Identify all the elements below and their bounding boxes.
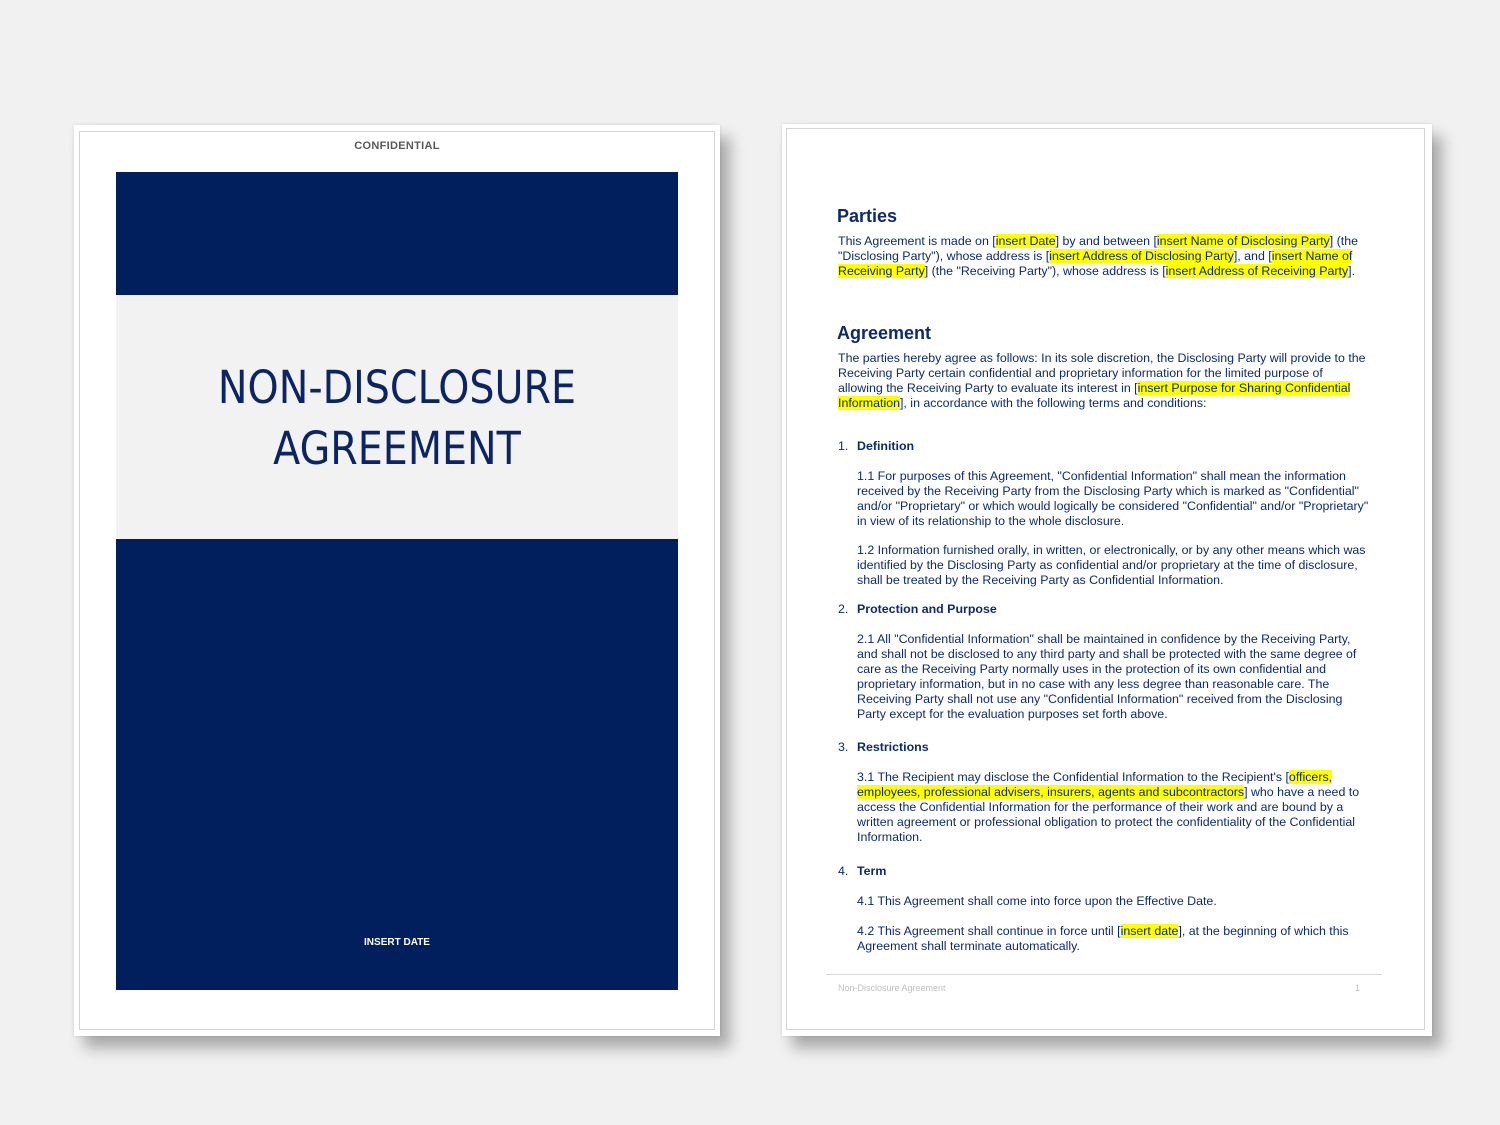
confidential-header: CONFIDENTIAL bbox=[354, 140, 440, 152]
cover-top-band bbox=[116, 172, 678, 295]
footer-divider bbox=[826, 974, 1382, 975]
placeholder-receiving-name: insert Name of Receiving Party bbox=[838, 249, 1353, 278]
cover-title bbox=[150, 357, 645, 479]
cover-date: INSERT DATE bbox=[364, 937, 430, 948]
section-2-number: 2. bbox=[838, 602, 849, 616]
cover-page bbox=[74, 125, 720, 1036]
clause-3-1 bbox=[857, 770, 1369, 845]
clause-2-1: 2.1 All "Confidential Information" shall be maintained in confidence by the Receiving Party, and shall not be disclosed to any third party and shall be protected with the same degree of care as the Receiving Party normally uses in the protection of its own confidential and proprietary information, but in no case with any less degree than reasonable care. The Receiving Party shall not use any "Confidential Information" received from the Disclosing Party except for the evaluation purposes set forth above. bbox=[857, 632, 1357, 721]
footer-document-name: Non-Disclosure Agreement bbox=[838, 983, 946, 993]
clause-4-2-text-2: ], at the beginning of which this Agreement shall terminate automatically. bbox=[857, 924, 1349, 953]
clause-3-1-text-1: 3.1 The Recipient may disclose the Confidential Information to the Recipient's [ bbox=[857, 770, 1289, 784]
placeholder-recipients: officers, employees, professional advisers, insurers, agents and subcontractors bbox=[857, 770, 1333, 799]
footer-page-number: 1 bbox=[1355, 983, 1361, 993]
placeholder-purpose: insert Purpose for Sharing Confidential Information bbox=[838, 381, 1351, 410]
parties-text-6: ]. bbox=[1348, 264, 1356, 278]
parties-text-1: This Agreement is made on [ bbox=[838, 234, 996, 248]
section-4-title: Term bbox=[857, 864, 887, 878]
clause-4-2-text-1: 4.2 This Agreement shall continue in force until [ bbox=[857, 924, 1121, 938]
clause-4-2 bbox=[857, 924, 1369, 954]
parties-text-2: ] by and between [ bbox=[1055, 234, 1157, 248]
cover-title-band bbox=[116, 295, 678, 539]
agreement-paragraph bbox=[838, 351, 1368, 411]
section-1-number: 1. bbox=[838, 439, 849, 453]
content-page bbox=[782, 124, 1432, 1036]
agreement-text-1: The parties hereby agree as follows: In its sole discretion, the Disclosing Party will provide to the Receiving Party certain confidential and proprietary information for the limited purpose of allowing the Receiving Party to evaluate its interest in [ bbox=[838, 351, 1366, 395]
section-4-number: 4. bbox=[838, 864, 849, 878]
cover-title-line-2: AGREEMENT bbox=[273, 422, 521, 475]
placeholder-disclosing-name: insert Name of Disclosing Party bbox=[1156, 234, 1330, 248]
section-3-title: Restrictions bbox=[857, 740, 929, 754]
placeholder-date: insert Date bbox=[995, 234, 1056, 248]
clause-3-1-text-2: ] who have a need to access the Confidential Information for the performance of their work and are bound by a written agreement or professional obligation to protect the confidentiality of the Confidential Information. bbox=[857, 785, 1360, 844]
placeholder-end-date: insert date bbox=[1120, 924, 1179, 938]
section-1-title: Definition bbox=[857, 439, 915, 453]
parties-text-5: ] (the "Receiving Party"), whose address is [ bbox=[924, 264, 1166, 278]
parties-text-3: ] (the "Disclosing Party"), whose address is [ bbox=[838, 234, 1358, 263]
agreement-text-2: ], in accordance with the following terms and conditions: bbox=[899, 396, 1207, 410]
parties-text-4: ], and [ bbox=[1233, 249, 1272, 263]
section-3-number: 3. bbox=[838, 740, 849, 754]
cover-bottom-band bbox=[116, 539, 678, 990]
clause-1-2: 1.2 Information furnished orally, in written, or electronically, or by any other means which was identified by the Disclosing Party as confidential and/or proprietary at the time of disclosure, shall be treated by the Receiving Party as Confidential Information. bbox=[857, 543, 1366, 587]
placeholder-disclosing-address: insert Address of Disclosing Party bbox=[1049, 249, 1234, 263]
parties-heading: Parties bbox=[837, 206, 898, 226]
placeholder-receiving-address: insert Address of Receiving Party bbox=[1165, 264, 1349, 278]
agreement-heading: Agreement bbox=[837, 323, 932, 343]
cover-title-line-1: NON-DISCLOSURE bbox=[217, 361, 577, 414]
clause-1-1: 1.1 For purposes of this Agreement, "Confidential Information" shall mean the information received by the Receiving Party from the Disclosing Party which is marked as "Confidential" and/or "Proprietary" or which would logically be considered "Confidential" and/or "Proprietary" in view of its relationship to the whole disclosure. bbox=[857, 469, 1369, 528]
clause-4-1: 4.1 This Agreement shall come into force upon the Effective Date. bbox=[857, 894, 1217, 908]
section-2-title: Protection and Purpose bbox=[857, 602, 997, 616]
parties-paragraph bbox=[838, 234, 1368, 279]
